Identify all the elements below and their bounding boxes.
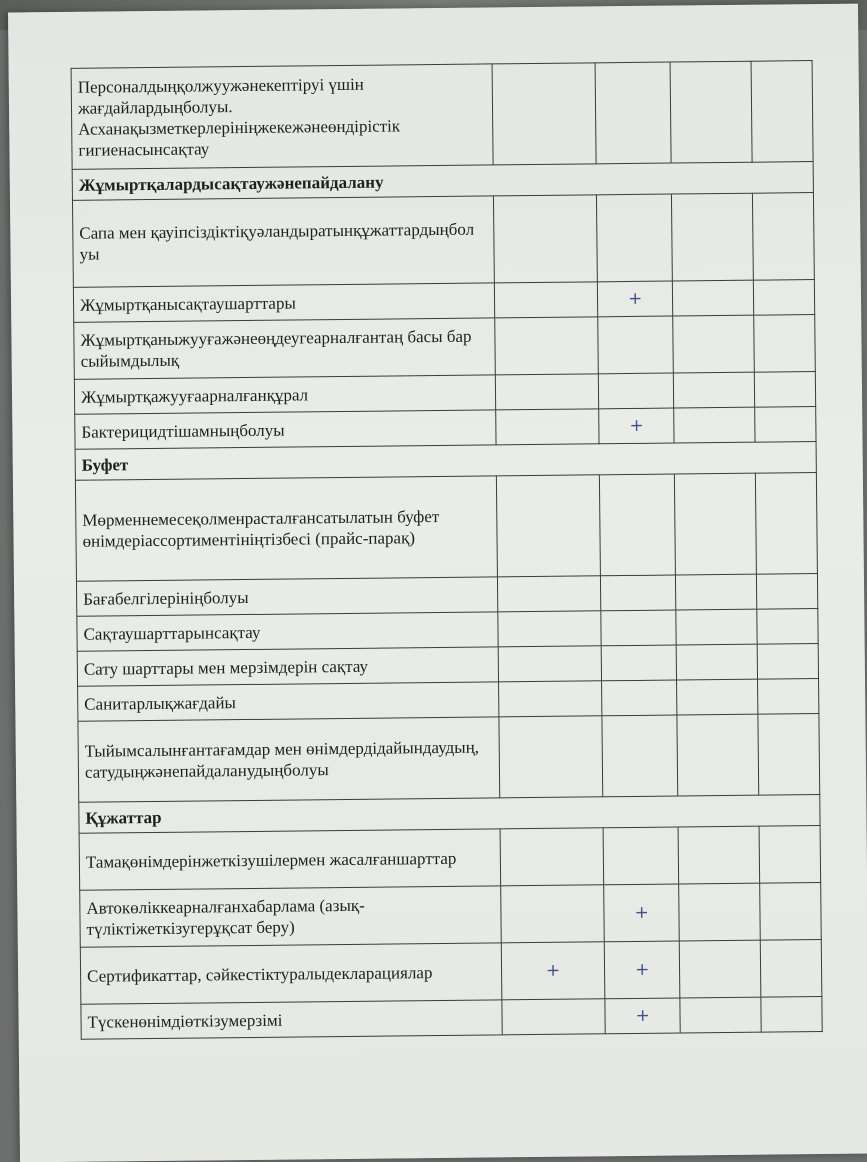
item-text: Тыйымсалынғантағамдар мен өнімдердідайындаудың, сатудыңжәнепайдаланудыңболуы: [78, 717, 500, 802]
mark-cell: [600, 575, 676, 611]
table-row: [72, 193, 814, 288]
mark-cell: [494, 195, 598, 283]
item-text: Тамақөнімдерінжеткізушілермен жасалғаншарттар: [79, 829, 501, 890]
mark-cell: [602, 715, 678, 797]
mark-cell: [598, 373, 674, 409]
mark-cell: +: [502, 942, 605, 1000]
mark-cell: [757, 609, 818, 645]
mark-cell: [760, 883, 821, 941]
table-row: [80, 883, 822, 948]
mark-cell: [755, 407, 816, 443]
mark-cell: [601, 680, 677, 716]
item-text: Автокөліккеарналғанхабарлама (азық-түліктіжеткізугерұқсат беру): [80, 886, 502, 947]
item-text: Сату шарттары мен мерзімдерін сақтау: [77, 647, 499, 686]
mark-cell: [498, 576, 601, 612]
mark-cell: [492, 63, 596, 165]
item-text: Сапа мен қауіпсіздіктіқуәландыратынқұжаттардыңбол уы: [72, 196, 494, 287]
mark-cell: +: [599, 408, 675, 444]
mark-cell: [752, 61, 814, 163]
mark-cell: [758, 679, 819, 715]
mark-cell: [758, 714, 819, 796]
item-text: Сақтаушарттарынсақтау: [77, 612, 499, 651]
mark-cell: [496, 409, 599, 445]
section-title: Жұмыртқалардысақтаужәнепайдалану: [72, 162, 813, 201]
mark-cell: [672, 193, 754, 281]
mark-cell: [680, 997, 761, 1033]
mark-cell: [674, 372, 755, 408]
mark-cell: +: [605, 998, 681, 1034]
mark-cell: [754, 315, 815, 373]
item-text: Жұмыртқанысақтаушарттары: [73, 283, 495, 322]
mark-cell: [753, 193, 814, 281]
document-page: [8, 4, 867, 1162]
mark-cell: [756, 473, 818, 575]
mark-cell: [758, 644, 819, 680]
mark-cell: [677, 714, 759, 796]
mark-cell: [498, 611, 601, 647]
item-text: Сертификаттар, сәйкестіктуралыдекларациялар: [80, 943, 502, 1004]
mark-cell: [675, 473, 757, 575]
mark-cell: [495, 282, 598, 318]
mark-cell: [499, 716, 602, 798]
mark-cell: [497, 475, 601, 577]
mark-cell: [671, 61, 753, 163]
mark-cell: [755, 372, 816, 408]
mark-cell: [677, 644, 758, 680]
mark-cell: [760, 826, 821, 884]
item-text: Санитарлықжағдайы: [78, 682, 500, 721]
mark-cell: +: [604, 941, 680, 999]
mark-cell: [680, 940, 762, 998]
mark-cell: [502, 999, 605, 1035]
mark-cell: [595, 62, 672, 164]
table-row: [80, 940, 822, 1005]
item-text: Персоналдыңқолжуужәнекептіруі үшін жағдайлардыңболуы. Асханақызметкерлерініңжекежәнеөндірістік гигиенасынсақтау: [71, 64, 493, 169]
mark-cell: [754, 280, 815, 316]
mark-cell: +: [604, 884, 680, 942]
item-text: Бағабелгілерініңболуы: [76, 577, 498, 616]
item-text: Жұмыртқаныжууғажәнеөңдеугеарналғантаң басы бар сыйымдылық: [74, 318, 496, 379]
table-row: [71, 61, 813, 170]
section-title: Буфет: [75, 442, 816, 481]
mark-cell: [501, 885, 604, 943]
mark-cell: [679, 883, 761, 941]
mark-cell: [676, 574, 757, 610]
mark-cell: [498, 646, 601, 682]
mark-cell: [598, 316, 674, 374]
table-row: [75, 473, 817, 582]
mark-cell: [679, 826, 761, 884]
table-row: [79, 826, 821, 891]
mark-cell: [677, 679, 758, 715]
mark-cell: [673, 280, 754, 316]
item-text: Жұмыртқажууғаарналғанқұрал: [74, 375, 496, 414]
mark-cell: [499, 681, 602, 717]
mark-cell: [676, 609, 757, 645]
item-text: Мөрменнемесеқолменрасталғансатылатын буфет өнімдеріассортиментініңтізбесі (прайс-парақ): [75, 476, 497, 581]
mark-cell: [599, 474, 676, 576]
mark-cell: [761, 940, 822, 998]
mark-cell: [674, 407, 755, 443]
mark-cell: [673, 315, 755, 373]
table-row: [81, 997, 822, 1040]
item-text: Бактерицидтішамныңболуы: [75, 410, 497, 449]
section-title: Құжаттар: [79, 795, 820, 834]
mark-cell: [496, 374, 599, 410]
mark-cell: [596, 194, 673, 282]
mark-cell: [601, 645, 677, 681]
table-row: [74, 315, 816, 380]
mark-cell: [603, 827, 679, 885]
mark-cell: [601, 610, 677, 646]
mark-cell: [500, 828, 603, 886]
mark-cell: +: [597, 281, 673, 317]
inspection-checklist-table: [71, 60, 823, 1040]
mark-cell: [757, 574, 818, 610]
mark-cell: [495, 317, 598, 375]
item-text: Түскенөнімдіөткізумерзімі: [81, 1000, 503, 1039]
table-row: [78, 714, 820, 803]
mark-cell: [761, 997, 822, 1033]
